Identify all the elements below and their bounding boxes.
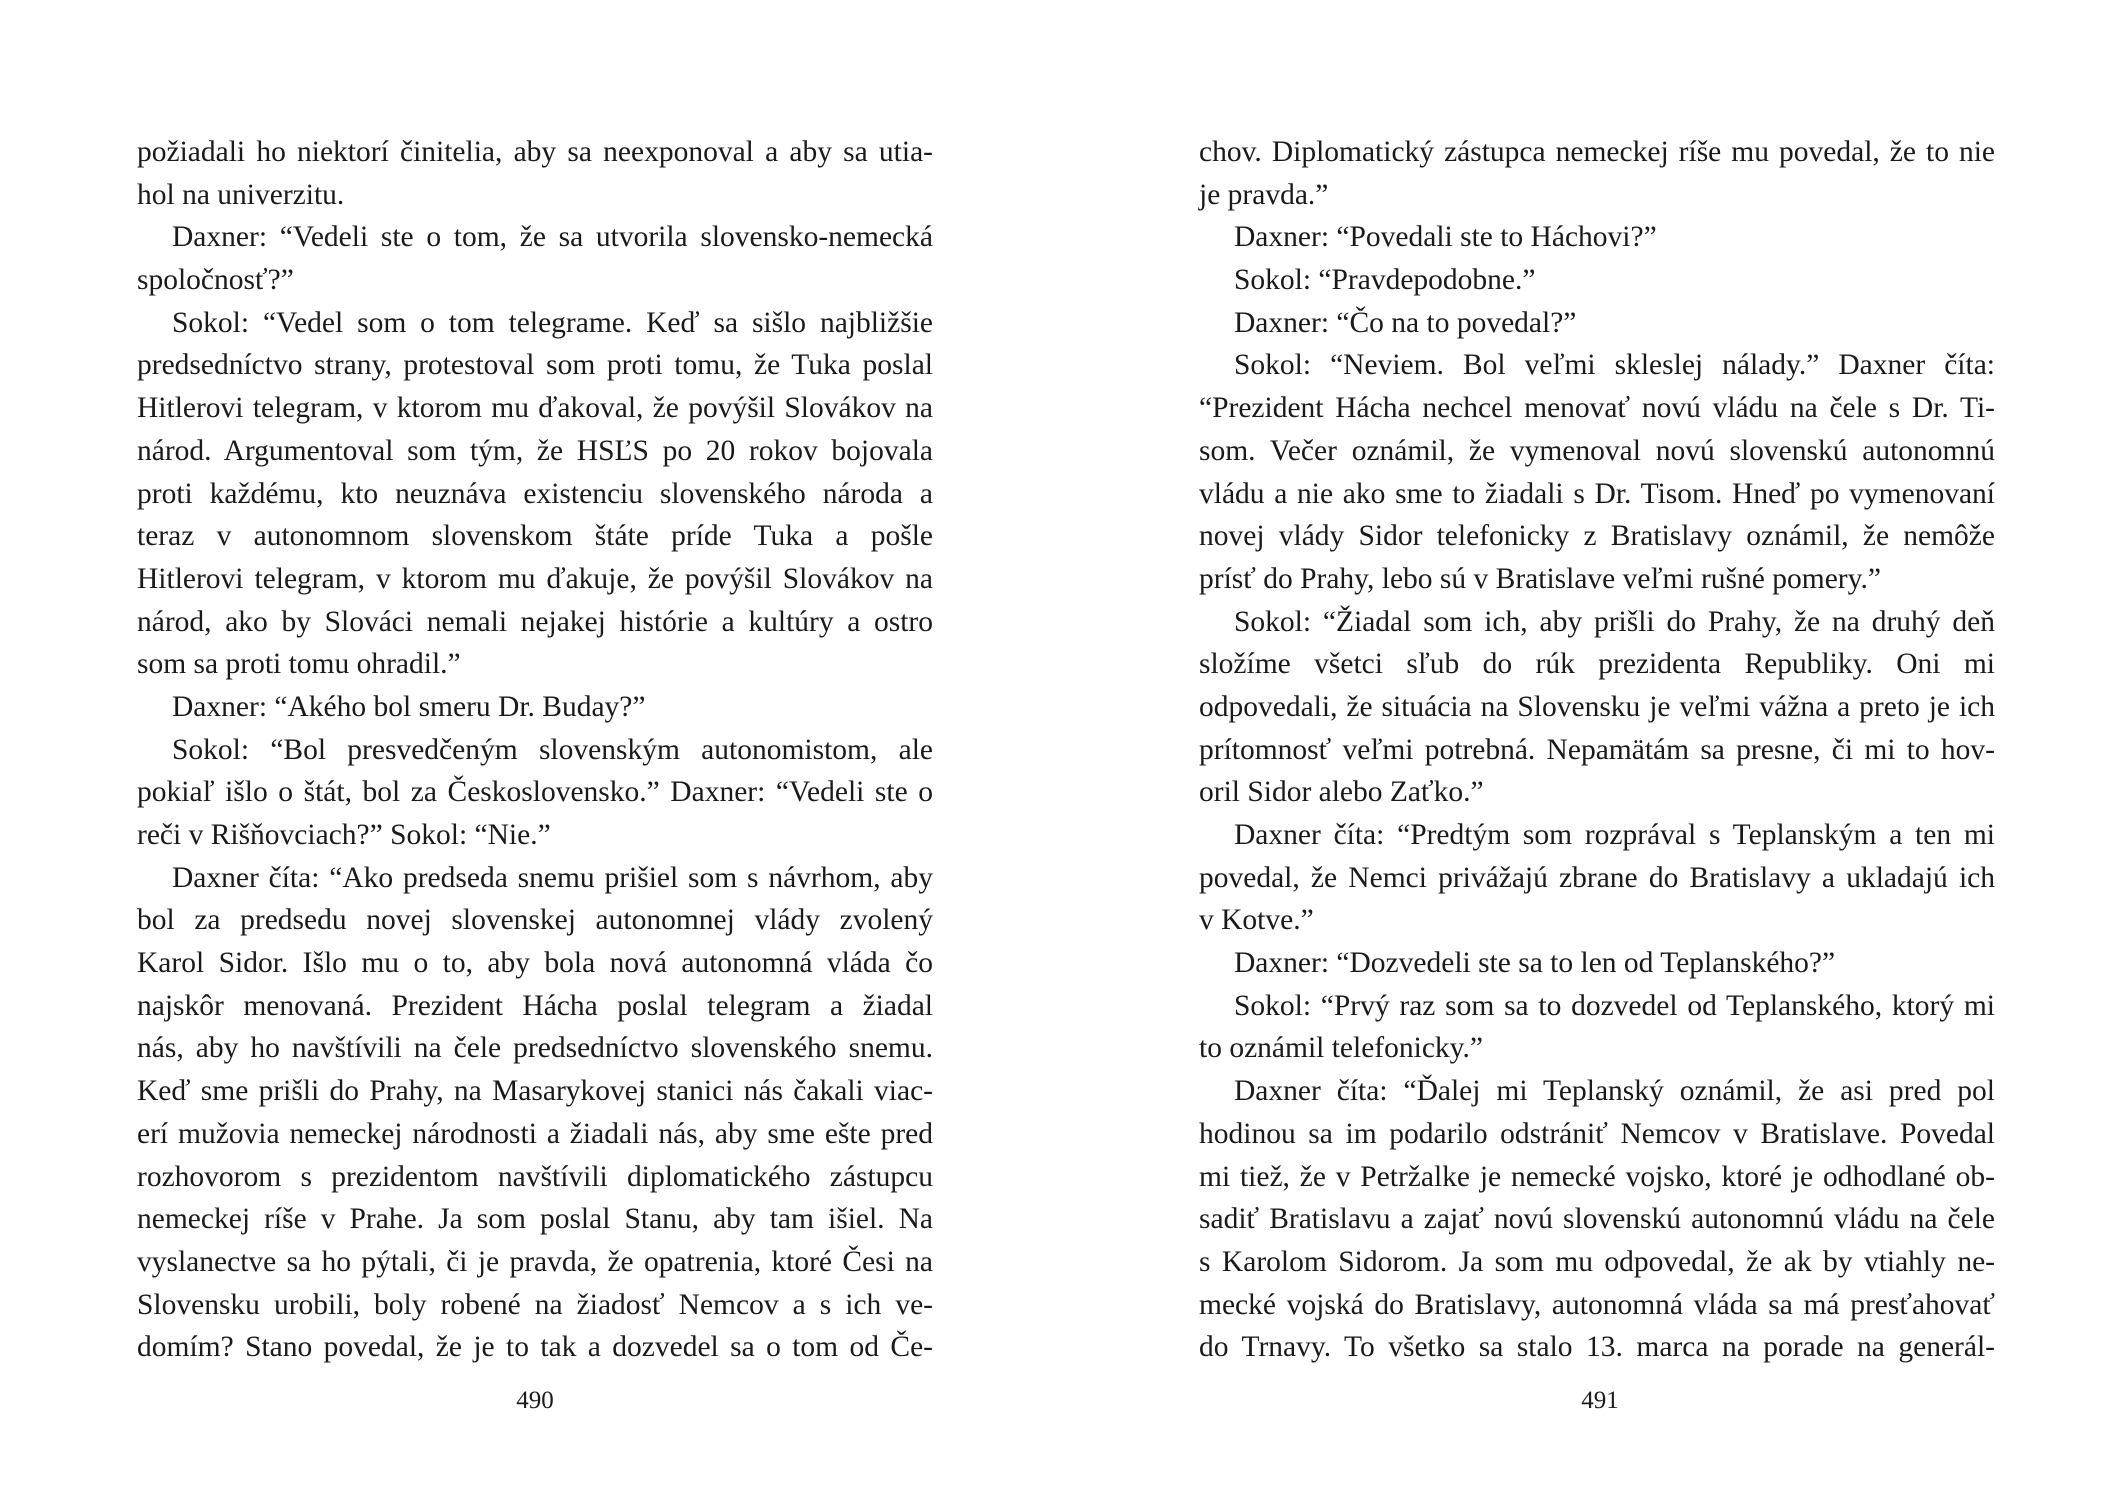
text-line: proti každému, kto neuznáva existenciu slovenského národa a bbox=[137, 477, 933, 510]
text-line: to oznámil telefonicky.” bbox=[1199, 1032, 1483, 1065]
text-line: sadiť Bratislavu a zajať novú slovenskú autonomnú vládu na čele bbox=[1199, 1203, 1995, 1236]
text-line: Karol Sidor. Išlo mu o to, aby bola nová autonomná vláda čo bbox=[137, 947, 933, 980]
text-line: Hitlerovi telegram, v ktorom mu ďakuje, že povýšil Slovákov na bbox=[137, 562, 933, 595]
text-line: som. Večer oznámil, že vymenoval novú slovenskú autonomnú bbox=[1199, 434, 1995, 467]
text-line: nemeckej ríše v Prahe. Ja som poslal Stanu, aby tam išiel. Na bbox=[137, 1203, 933, 1236]
text-line: najskôr menovaná. Prezident Hácha poslal telegram a žiadal bbox=[137, 989, 933, 1022]
text-line: Daxner: “Vedeli ste o tom, že sa utvorila slovensko-nemecká bbox=[172, 221, 933, 254]
text-line: predsedníctvo strany, protestoval som proti tomu, že Tuka poslal bbox=[137, 349, 933, 382]
text-line: Hitlerovi telegram, v ktorom mu ďakoval, že povýšil Slovákov na bbox=[137, 392, 933, 425]
left-page-text bbox=[137, 131, 933, 1369]
text-line: bol za predsedu novej slovenskej autonomnej vlády zvolený bbox=[137, 904, 933, 937]
text-line: národ, ako by Slováci nemali nejakej histórie a kultúry a ostro bbox=[137, 605, 933, 638]
text-line: hodinou sa im podarilo odstrániť Nemcov v Bratislave. Povedal bbox=[1199, 1117, 1995, 1150]
text-line: Daxner: “Čo na to povedal?” bbox=[1234, 306, 1577, 339]
text-line: mecké vojská do Bratislavy, autonomná vláda sa má presťahovať bbox=[1199, 1288, 1995, 1321]
text-line: erí mužovia nemeckej národnosti a žiadali nás, aby sme ešte pred bbox=[137, 1117, 933, 1150]
text-line: Sokol: “Prvý raz som sa to dozvedel od Teplanského, ktorý mi bbox=[1234, 989, 1995, 1022]
right-page-number: 491 bbox=[1581, 1387, 1619, 1414]
text-line: Slovensku urobili, boly robené na žiadosť Nemcov a s ich ve- bbox=[137, 1288, 933, 1321]
text-line: Daxner: “Dozvedeli ste sa to len od Teplanského?” bbox=[1234, 947, 1836, 980]
text-line: novej vlády Sidor telefonicky z Bratislavy oznámil, že nemôže bbox=[1199, 520, 1995, 553]
text-line: mi tiež, že v Petržalke je nemecké vojsko, ktoré je odhodlané ob- bbox=[1199, 1160, 1995, 1193]
text-line: teraz v autonomnom slovenskom štáte príde Tuka a pošle bbox=[137, 520, 933, 553]
text-line: hol na univerzitu. bbox=[137, 178, 345, 211]
text-line: Daxner číta: “Ako predseda snemu prišiel som s návrhom, aby bbox=[172, 861, 933, 894]
text-line: složíme všetci sľub do rúk prezidenta Republiky. Oni mi bbox=[1199, 648, 1995, 681]
text-line: vládu a nie ako sme to žiadali s Dr. Tisom. Hneď po vymenovaní bbox=[1199, 477, 1995, 510]
text-line: národ. Argumentoval som tým, že HSĽS po 20 rokov bojovala bbox=[137, 434, 933, 467]
text-line: rozhovorom s prezidentom navštívili diplomatického zástupcu bbox=[137, 1160, 933, 1193]
text-line: domím? Stano povedal, že je to tak a dozvedel sa o tom od Če- bbox=[137, 1331, 933, 1364]
text-line: prítomnosť veľmi potrebná. Nepamätám sa presne, či mi to hov- bbox=[1199, 733, 1995, 766]
text-line: oril Sidor alebo Zaťko.” bbox=[1199, 776, 1484, 809]
text-line: “Prezident Hácha nechcel menovať novú vládu na čele s Dr. Ti- bbox=[1199, 392, 1995, 425]
text-line: Sokol: “Bol presvedčeným slovenským autonomistom, ale bbox=[172, 733, 933, 766]
text-line: spoločnosť?” bbox=[137, 264, 294, 297]
text-line: chov. Diplomatický zástupca nemeckej ríše mu povedal, že to nie bbox=[1199, 136, 1995, 168]
text-line: reči v Rišňovciach?” Sokol: “Nie.” bbox=[137, 819, 551, 851]
text-line: Sokol: “Vedel som o tom telegrame. Keď sa sišlo najbližšie bbox=[172, 306, 933, 339]
text-line: Keď sme prišli do Prahy, na Masarykovej stanici nás čakali viac- bbox=[137, 1075, 933, 1108]
text-line: Sokol: “Neviem. Bol veľmi skleslej nálady.” Daxner číta: bbox=[1234, 349, 1995, 382]
text-line: Sokol: “Žiadal som ich, aby prišli do Prahy, že na druhý deň bbox=[1234, 605, 1995, 638]
text-line: prísť do Prahy, lebo sú v Bratislave veľmi rušné pomery.” bbox=[1199, 562, 1881, 595]
text-line: povedal, že Nemci privážajú zbrane do Bratislavy a ukladajú ich bbox=[1199, 861, 1995, 894]
text-line: Daxner číta: “Predtým som rozprával s Teplanským a ten mi bbox=[1234, 819, 1995, 851]
text-line: s Karolom Sidorom. Ja som mu odpovedal, že ak by vtiahly ne- bbox=[1199, 1245, 1995, 1278]
text-line: Daxner: “Akého bol smeru Dr. Buday?” bbox=[172, 690, 646, 723]
text-line: odpovedali, že situácia na Slovensku je veľmi vážna a preto je ich bbox=[1199, 690, 1995, 723]
text-line: Daxner: “Povedali ste to Háchovi?” bbox=[1234, 221, 1657, 254]
text-line: v Kotve.” bbox=[1199, 904, 1314, 937]
text-line: pokiaľ išlo o štát, bol za Československo.” Daxner: “Vedeli ste o bbox=[137, 776, 933, 809]
right-page-text bbox=[1199, 131, 1995, 1369]
text-line: vyslanectve sa ho pýtali, či je pravda, že opatrenia, ktoré Česi na bbox=[137, 1245, 933, 1278]
text-line: je pravda.” bbox=[1199, 178, 1329, 211]
text-line: Sokol: “Pravdepodobne.” bbox=[1234, 264, 1536, 297]
text-line: nás, aby ho navštívili na čele predsedníctvo slovenského snemu. bbox=[137, 1032, 933, 1065]
left-page-number: 490 bbox=[516, 1387, 554, 1414]
right-page bbox=[1059, 0, 2118, 1500]
text-line: požiadali ho niektorí činitelia, aby sa neexponoval a aby sa utia- bbox=[137, 136, 933, 168]
text-line: do Trnavy. To všetko sa stalo 13. marca na porade na generál- bbox=[1199, 1331, 1995, 1364]
text-line: Daxner číta: “Ďalej mi Teplanský oznámil, že asi pred pol bbox=[1234, 1075, 1995, 1108]
text-line: som sa proti tomu ohradil.” bbox=[137, 648, 461, 681]
